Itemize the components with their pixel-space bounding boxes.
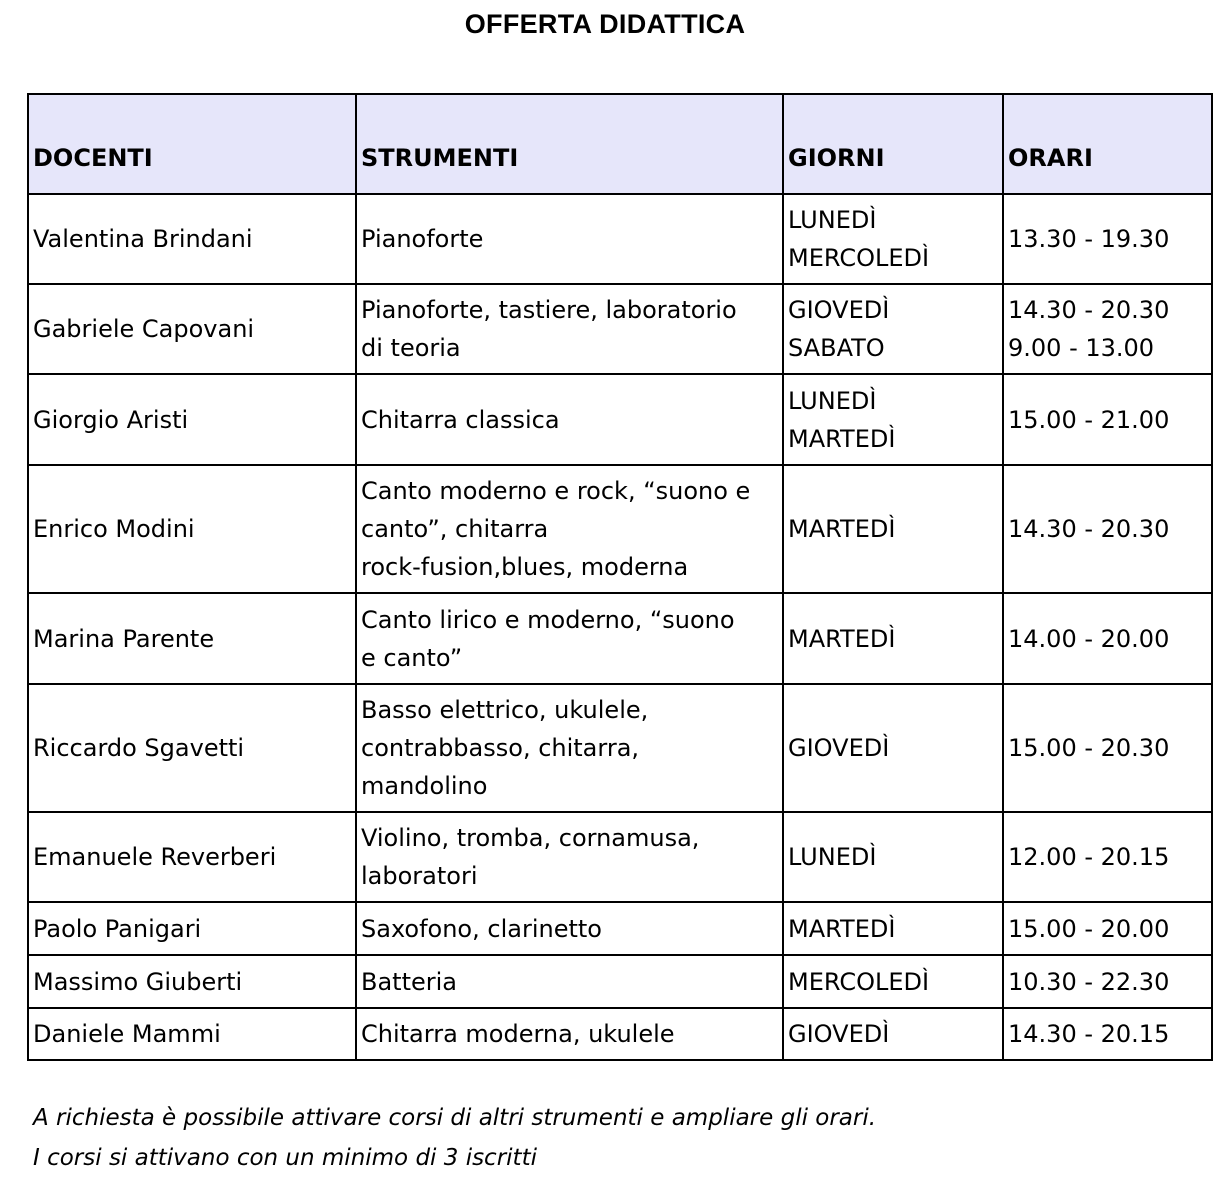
cell-giorni: GIOVEDÌ	[783, 684, 1003, 812]
cell-giorni: GIOVEDÌ SABATO	[783, 284, 1003, 374]
cell-strumenti: Saxofono, clarinetto	[356, 902, 783, 955]
cell-orari: 14.30 - 20.30	[1003, 465, 1212, 593]
header-giorni: GIORNI	[783, 94, 1003, 194]
header-orari: ORARI	[1003, 94, 1212, 194]
table-row	[28, 284, 1212, 374]
table-row	[28, 465, 1212, 593]
cell-docente: Valentina Brindani	[28, 194, 356, 284]
cell-docente: Emanuele Reverberi	[28, 812, 356, 902]
cell-orari: 15.00 - 20.00	[1003, 902, 1212, 955]
table-row	[28, 374, 1212, 465]
cell-docente: Massimo Giuberti	[28, 955, 356, 1008]
cell-strumenti: Basso elettrico, ukulele, contrabbasso, chitarra, mandolino	[356, 684, 783, 812]
cell-docente: Marina Parente	[28, 593, 356, 684]
page-title: OFFERTA DIDATTICA	[464, 9, 746, 39]
cell-giorni: LUNEDÌ	[783, 812, 1003, 902]
table-row	[28, 684, 1212, 812]
footnote-line-2: I corsi si attivano con un minimo di 3 iscritti	[33, 1145, 537, 1171]
cell-giorni: MARTEDÌ	[783, 902, 1003, 955]
schedule-table	[27, 93, 1213, 1061]
cell-strumenti: Violino, tromba, cornamusa, laboratori	[356, 812, 783, 902]
cell-strumenti: Pianoforte, tastiere, laboratorio di teoria	[356, 284, 783, 374]
footnote	[33, 1098, 876, 1178]
cell-giorni: GIOVEDÌ	[783, 1008, 1003, 1060]
cell-strumenti: Canto lirico e moderno, “suono e canto”	[356, 593, 783, 684]
cell-giorni: LUNEDÌ MERCOLEDÌ	[783, 194, 1003, 284]
footnote-line-1: A richiesta è possibile attivare corsi di altri strumenti e ampliare gli orari.	[33, 1105, 877, 1131]
cell-orari: 15.00 - 20.30	[1003, 684, 1212, 812]
cell-docente: Enrico Modini	[28, 465, 356, 593]
table-row	[28, 593, 1212, 684]
header-docenti: DOCENTI	[28, 94, 356, 194]
cell-strumenti: Batteria	[356, 955, 783, 1008]
cell-strumenti: Chitarra moderna, ukulele	[356, 1008, 783, 1060]
cell-docente: Paolo Panigari	[28, 902, 356, 955]
header-strumenti: STRUMENTI	[356, 94, 783, 194]
cell-docente: Daniele Mammi	[28, 1008, 356, 1060]
table-row	[28, 902, 1212, 955]
cell-docente: Riccardo Sgavetti	[28, 684, 356, 812]
cell-giorni: MARTEDÌ	[783, 465, 1003, 593]
cell-orari: 14.30 - 20.15	[1003, 1008, 1212, 1060]
cell-strumenti: Chitarra classica	[356, 374, 783, 465]
cell-giorni: LUNEDÌ MARTEDÌ	[783, 374, 1003, 465]
cell-giorni: MERCOLEDÌ	[783, 955, 1003, 1008]
table-row	[28, 955, 1212, 1008]
cell-orari: 15.00 - 21.00	[1003, 374, 1212, 465]
table-header-row	[28, 94, 1212, 194]
table-row	[28, 1008, 1212, 1060]
cell-orari: 12.00 - 20.15	[1003, 812, 1212, 902]
table-row	[28, 194, 1212, 284]
cell-orari: 14.00 - 20.00	[1003, 593, 1212, 684]
cell-giorni: MARTEDÌ	[783, 593, 1003, 684]
cell-docente: Gabriele Capovani	[28, 284, 356, 374]
cell-strumenti: Pianoforte	[356, 194, 783, 284]
cell-docente: Giorgio Aristi	[28, 374, 356, 465]
cell-orari: 14.30 - 20.30 9.00 - 13.00	[1003, 284, 1212, 374]
cell-orari: 10.30 - 22.30	[1003, 955, 1212, 1008]
cell-strumenti: Canto moderno e rock, “suono e canto”, chitarra rock-fusion,blues, moderna	[356, 465, 783, 593]
cell-orari: 13.30 - 19.30	[1003, 194, 1212, 284]
table-row	[28, 812, 1212, 902]
